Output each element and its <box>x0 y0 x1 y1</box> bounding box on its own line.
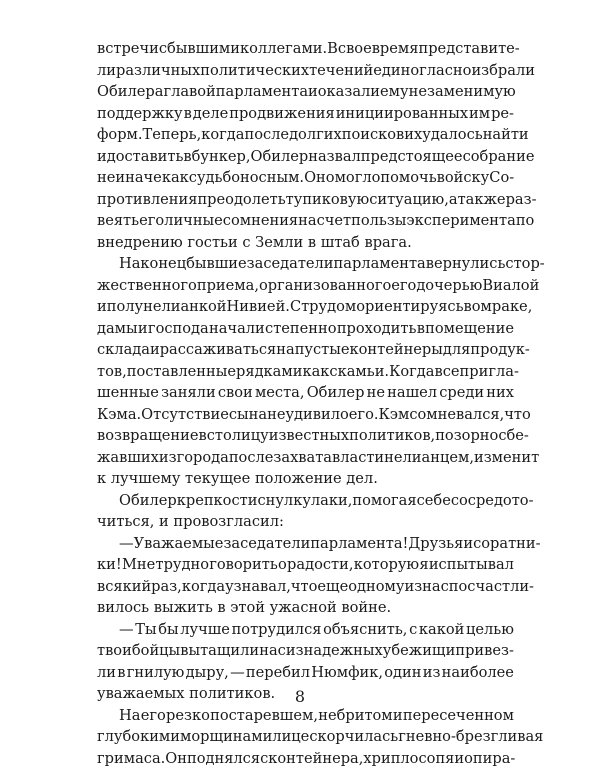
word: изменит <box>474 447 539 469</box>
word: себе <box>417 490 451 512</box>
word: его <box>141 705 166 727</box>
word: Мне <box>122 554 155 576</box>
word: опира- <box>464 748 515 769</box>
word: Уважаемые <box>134 533 224 555</box>
word: гневно-брезгливая <box>398 726 543 748</box>
word: вернулись <box>426 253 506 275</box>
word: время <box>372 38 419 60</box>
word: одному <box>348 576 404 598</box>
word: всякий <box>97 576 151 598</box>
word: помогая <box>352 490 416 512</box>
text-line <box>97 296 514 318</box>
word: бы <box>158 619 178 641</box>
word: начали <box>209 318 265 340</box>
word: веять <box>97 210 139 232</box>
word: бывшие <box>186 253 247 275</box>
word: Кэма. <box>97 404 141 426</box>
word: убежищ <box>383 640 446 662</box>
text-line <box>97 597 514 619</box>
word: надежных <box>304 640 383 662</box>
word: Со- <box>489 167 514 189</box>
text-line <box>97 576 514 598</box>
word: — <box>119 619 134 641</box>
word: избрали <box>471 60 535 82</box>
word: Обилер <box>307 382 365 404</box>
word: Оно <box>304 167 334 189</box>
word: поднялся <box>187 748 260 769</box>
word: из <box>423 662 441 684</box>
word: также <box>458 189 506 211</box>
text-line <box>97 554 514 576</box>
word: приема, <box>197 275 259 297</box>
word: радости, <box>287 554 353 576</box>
word: мраке, <box>481 296 533 318</box>
word: на <box>276 339 294 361</box>
text-line <box>97 124 514 146</box>
word: ре- <box>491 103 514 125</box>
word: и <box>446 640 456 662</box>
word: долгих <box>289 124 342 146</box>
word: после <box>244 124 289 146</box>
text-line <box>97 253 514 275</box>
word: предстоящее <box>361 146 463 168</box>
word: эксперимента <box>406 210 515 232</box>
word: в <box>417 318 425 340</box>
word: могло <box>335 167 381 189</box>
word: рассаживаться <box>160 339 277 361</box>
word: оказали <box>318 81 380 103</box>
body-text <box>97 38 514 769</box>
word: сомнения <box>223 210 298 232</box>
word: заседатели <box>247 253 334 275</box>
word: из <box>286 640 304 662</box>
word: продук- <box>470 339 529 361</box>
word: ему <box>380 81 409 103</box>
word: целью <box>466 619 514 641</box>
word: пересеченном <box>403 705 514 727</box>
word: твои <box>97 640 132 662</box>
word: течений <box>309 60 373 82</box>
word: политических <box>200 60 309 82</box>
word: парламента <box>334 253 426 275</box>
word: помещение <box>425 318 514 340</box>
word: с <box>409 619 417 641</box>
word: политиков, <box>349 425 435 447</box>
word: известных <box>269 425 349 447</box>
word: гримаса. <box>97 748 165 769</box>
word: посчастли- <box>449 576 534 598</box>
word: деле <box>193 103 229 125</box>
word: дыру, <box>186 662 229 684</box>
word: степенно <box>265 318 337 340</box>
word: иначе <box>115 167 161 189</box>
word: гнилую <box>127 662 185 684</box>
text-line <box>97 619 514 641</box>
word: Кэм <box>379 404 410 426</box>
word: парламента! <box>310 533 408 555</box>
word: найти <box>483 124 529 146</box>
line-text: к лучшему текущее положение дел. <box>97 468 378 490</box>
word: Он <box>165 748 187 769</box>
word: Обилер <box>119 490 177 512</box>
text-line <box>97 339 514 361</box>
word: когда <box>201 124 244 146</box>
word: пользы <box>351 210 406 232</box>
word: города <box>177 447 229 469</box>
word: не <box>97 167 115 189</box>
word: Обилера <box>97 81 163 103</box>
text-line <box>97 275 514 297</box>
word: позорно <box>435 425 498 447</box>
word: и <box>138 318 148 340</box>
word: в <box>117 662 125 684</box>
word: и <box>463 533 473 555</box>
word: жественного <box>97 275 197 297</box>
word: — <box>230 662 245 684</box>
word: все <box>435 361 460 383</box>
word: инициированных <box>336 103 468 125</box>
word: контейнера, <box>268 748 363 769</box>
word: Обилер <box>250 146 308 168</box>
word: постаревшем, <box>210 705 318 727</box>
word: собрание <box>463 146 535 168</box>
word: тор- <box>514 253 545 275</box>
word: потрудился <box>232 619 322 641</box>
word: тупиковую <box>286 189 370 211</box>
word: свое <box>338 38 372 60</box>
line-text: внедрению гостьи с Земли в штаб врага. <box>97 232 412 254</box>
word: крепко <box>177 490 232 512</box>
word: их <box>404 124 422 146</box>
word: Виалой <box>482 275 539 297</box>
word: удивило <box>285 404 348 426</box>
word: С <box>290 296 301 318</box>
word: и <box>97 296 107 318</box>
word: преодолеть <box>197 189 285 211</box>
word: какой <box>419 619 464 641</box>
word: личные <box>164 210 223 232</box>
word: свои <box>218 382 253 404</box>
text-line <box>97 640 514 662</box>
word: столицу <box>207 425 269 447</box>
text-line <box>97 705 514 727</box>
word: сосредото- <box>451 490 534 512</box>
text-line <box>97 490 514 512</box>
word: В <box>327 38 338 60</box>
word: поставленные <box>127 361 236 383</box>
word: его. <box>349 404 379 426</box>
word: в <box>183 146 191 168</box>
word: из <box>159 447 177 469</box>
text-line <box>97 468 514 490</box>
word: захвата <box>273 447 332 469</box>
word: нас <box>259 640 286 662</box>
word: его <box>139 210 164 232</box>
text-line <box>97 662 514 684</box>
word: Ты <box>135 619 156 641</box>
line-text: уважаемых политиков. <box>97 683 275 705</box>
word: судьбоносным. <box>189 167 304 189</box>
text-line <box>97 726 514 748</box>
word: после <box>229 447 274 469</box>
word: противления <box>97 189 197 211</box>
word: тов, <box>97 361 127 383</box>
word: коллегами. <box>240 38 327 60</box>
text-line <box>97 425 514 447</box>
word: удалось <box>422 124 482 146</box>
text-line <box>97 748 514 769</box>
word: дочерью <box>416 275 482 297</box>
word: наиболее <box>442 662 514 684</box>
word: соратни- <box>473 533 540 555</box>
text-line <box>97 318 514 340</box>
word: хрипло <box>363 748 418 769</box>
word: что <box>504 404 531 426</box>
line-text: вилось выжить в этой ужасной войне. <box>97 597 391 619</box>
word: Друзья <box>408 533 463 555</box>
text-line <box>97 533 514 555</box>
word: ли <box>97 662 116 684</box>
word: — <box>119 533 134 555</box>
word: Нюмфик, <box>311 662 383 684</box>
word: организованного <box>259 275 391 297</box>
word: сопя <box>418 748 454 769</box>
word: резко <box>166 705 210 727</box>
word: в <box>184 103 192 125</box>
text-line <box>97 232 514 254</box>
word: шенные <box>97 382 159 404</box>
word: и <box>97 146 107 168</box>
word: ки! <box>97 554 122 576</box>
word: скорчилась <box>309 726 398 748</box>
word: не <box>267 404 285 426</box>
word: лучше <box>180 619 230 641</box>
word: им <box>469 103 490 125</box>
word: сомневался, <box>409 404 504 426</box>
word: скамьи. <box>329 361 389 383</box>
word: них <box>486 382 514 404</box>
word: среди <box>439 382 484 404</box>
word: и <box>308 81 318 103</box>
word: о <box>278 554 287 576</box>
word: возвращение <box>97 425 199 447</box>
word: незаменимую <box>409 81 516 103</box>
word: Наконец <box>119 253 186 275</box>
word: заняли <box>161 382 216 404</box>
word: ли <box>97 60 116 82</box>
word: раз, <box>151 576 182 598</box>
word: Отсутствие <box>141 404 229 426</box>
word: господа <box>148 318 209 340</box>
text-line <box>97 189 514 211</box>
word: узнавал, <box>225 576 291 598</box>
word: поддержку <box>97 103 183 125</box>
word: и <box>150 339 160 361</box>
word: в <box>199 425 207 447</box>
word: главой <box>163 81 215 103</box>
word: нелианцем, <box>384 447 474 469</box>
text-line <box>97 210 514 232</box>
page-number: 8 <box>0 687 600 706</box>
word: Когда <box>389 361 434 383</box>
word: рядками <box>236 361 302 383</box>
text-line <box>97 103 514 125</box>
word: парламента <box>216 81 308 103</box>
word: небритом <box>318 705 392 727</box>
word: морщинами <box>180 726 272 748</box>
word: вытащили <box>180 640 259 662</box>
word: нас <box>422 576 449 598</box>
word: бункер, <box>192 146 251 168</box>
word: нашел <box>387 382 437 404</box>
word: назвал <box>308 146 361 168</box>
word: доставить <box>107 146 184 168</box>
word: объяснить, <box>323 619 407 641</box>
word: раз- <box>506 189 537 211</box>
word: Нивией. <box>227 296 290 318</box>
word: представите- <box>418 38 519 60</box>
word: глубокими <box>97 726 180 748</box>
word: проходить <box>337 318 417 340</box>
word: власти <box>332 447 384 469</box>
word: бойцы <box>132 640 180 662</box>
word: кулаки, <box>293 490 352 512</box>
word: не <box>367 382 385 404</box>
text-line <box>97 81 514 103</box>
word: заседатели <box>223 533 310 555</box>
word: и <box>393 705 403 727</box>
word: привез- <box>455 640 514 662</box>
word: места, <box>255 382 305 404</box>
word: из <box>404 576 422 598</box>
word: сбе- <box>498 425 529 447</box>
word: испытывал <box>429 554 514 576</box>
word: которую <box>354 554 419 576</box>
line-text: читься, и провозгласил: <box>97 511 284 533</box>
word: различных <box>116 60 200 82</box>
word: а <box>449 189 458 211</box>
word: единогласно <box>373 60 471 82</box>
word: Теперь, <box>143 124 202 146</box>
word: поисков <box>342 124 405 146</box>
word: жавших <box>97 447 159 469</box>
word: с <box>505 253 513 275</box>
word: стиснул <box>231 490 293 512</box>
word: как <box>162 167 189 189</box>
word: когда <box>182 576 225 598</box>
word: говорить <box>209 554 278 576</box>
word: с <box>260 748 268 769</box>
word: бывшими <box>167 38 240 60</box>
word: форм. <box>97 124 143 146</box>
word: лице <box>272 726 309 748</box>
word: помочь <box>380 167 436 189</box>
word: как <box>302 361 329 383</box>
word: по <box>516 210 535 232</box>
word: трудно <box>156 554 210 576</box>
text-line <box>97 511 514 533</box>
word: насчет <box>298 210 351 232</box>
word: и <box>454 748 464 769</box>
word: во <box>464 296 481 318</box>
word: дамы <box>97 318 138 340</box>
word: перебил <box>246 662 310 684</box>
word: его <box>391 275 416 297</box>
text-line <box>97 146 514 168</box>
text-line <box>97 361 514 383</box>
word: склада <box>97 339 150 361</box>
text-line <box>97 382 514 404</box>
word: полунелианкой <box>107 296 227 318</box>
text-line <box>97 167 514 189</box>
word: с <box>159 38 167 60</box>
word: пригла- <box>460 361 519 383</box>
word: ситуацию, <box>369 189 449 211</box>
word: ориентируясь <box>356 296 463 318</box>
text-line <box>97 38 514 60</box>
word: еще <box>317 576 348 598</box>
word: сына <box>229 404 267 426</box>
text-line <box>97 404 514 426</box>
text-line <box>97 60 514 82</box>
word: пустые <box>295 339 350 361</box>
word: На <box>119 705 140 727</box>
word: войску <box>437 167 490 189</box>
word: я <box>419 554 428 576</box>
word: один <box>384 662 421 684</box>
word: встречи <box>97 38 159 60</box>
word: что <box>291 576 318 598</box>
word: продвижения <box>229 103 335 125</box>
word: для <box>443 339 470 361</box>
text-line <box>97 447 514 469</box>
word: контейнеры <box>350 339 443 361</box>
word: трудом <box>301 296 356 318</box>
